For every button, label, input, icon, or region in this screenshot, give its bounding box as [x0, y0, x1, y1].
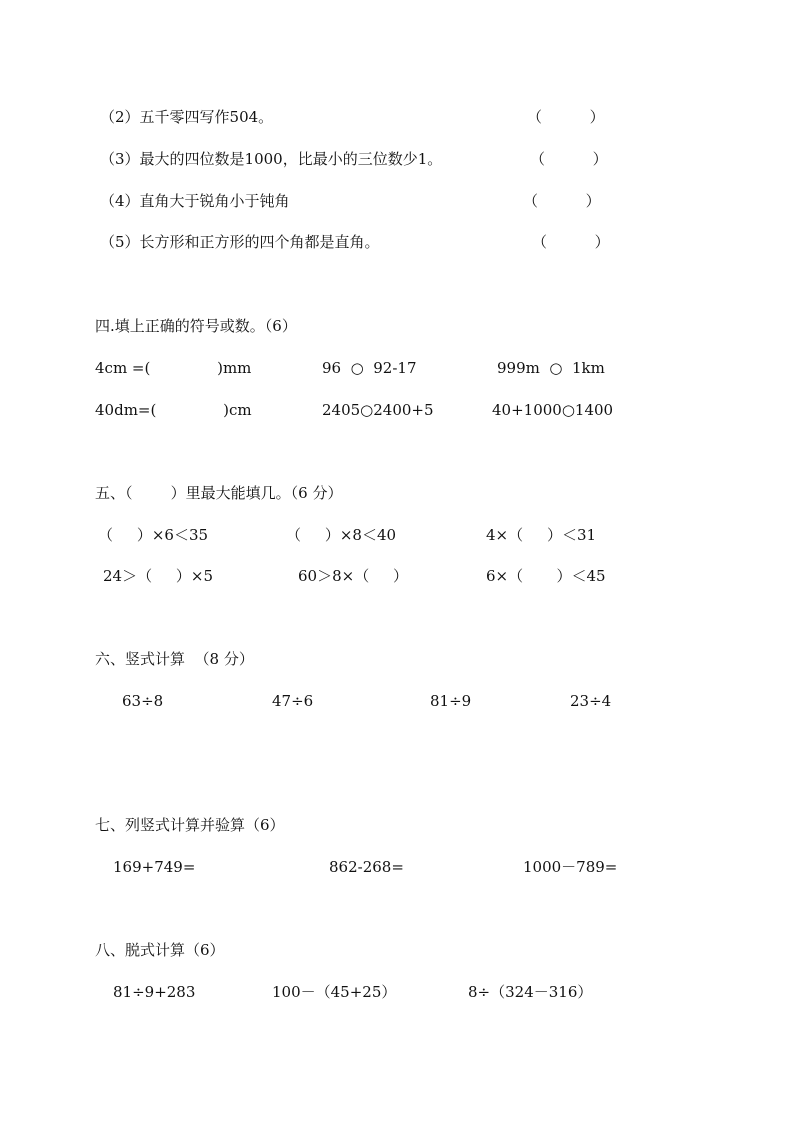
section-5-title: 五、（ ）里最大能填几。（6 分） — [95, 484, 343, 502]
s6-item-2: 47÷6 — [272, 692, 314, 710]
s5-r1-c3[interactable]: 4×（ ）＜31 — [486, 526, 597, 544]
s8-item-2: 100－（45+25） — [272, 983, 397, 1001]
section-7-title: 七、列竖式计算并验算（6） — [95, 816, 285, 834]
s5-r2-c2[interactable]: 60＞8×（ ） — [298, 567, 409, 585]
section-4-title: 四.填上正确的符号或数。（6） — [95, 317, 297, 335]
s6-item-3: 81÷9 — [430, 692, 472, 710]
judge-answer-3[interactable]: （ ） — [530, 150, 608, 168]
s5-r1-c1[interactable]: （ ）×6＜35 — [98, 526, 209, 544]
judge-item-4: （4）直角大于锐角小于钝角 — [100, 192, 290, 210]
s4-r2-c1[interactable]: 40dm=( )cm — [95, 401, 252, 419]
s5-r2-c1[interactable]: 24＞（ ）×5 — [103, 567, 214, 585]
s6-item-1: 63÷8 — [122, 692, 164, 710]
judge-item-2: （2）五千零四写作504。 — [100, 108, 274, 126]
s4-r2-c3[interactable]: 40+1000○1400 — [492, 401, 614, 419]
s8-item-3: 8÷（324－316） — [468, 983, 593, 1001]
judge-item-3: （3）最大的四位数是1000，比最小的三位数少1。 — [100, 150, 443, 168]
s4-r1-c3[interactable]: 999m ○ 1km — [497, 359, 605, 377]
s5-r2-c3[interactable]: 6×（ ）＜45 — [486, 567, 606, 585]
judge-answer-5[interactable]: （ ） — [532, 233, 610, 251]
s6-item-4: 23÷4 — [570, 692, 612, 710]
judge-answer-2[interactable]: （ ） — [527, 108, 605, 126]
section-6-title: 六、竖式计算 （8 分） — [95, 650, 254, 668]
s8-item-1: 81÷9+283 — [113, 983, 196, 1001]
s7-item-1: 169+749= — [113, 858, 196, 876]
judge-answer-4[interactable]: （ ） — [523, 192, 601, 210]
section-8-title: 八、脱式计算（6） — [95, 941, 225, 959]
s4-r1-c2[interactable]: 96 ○ 92-17 — [322, 359, 417, 377]
s4-r1-c1[interactable]: 4cm =( )mm — [95, 359, 252, 377]
judge-item-5: （5）长方形和正方形的四个角都是直角。 — [100, 233, 380, 251]
s7-item-2: 862-268= — [329, 858, 404, 876]
s4-r2-c2[interactable]: 2405○2400+5 — [322, 401, 434, 419]
s5-r1-c2[interactable]: （ ）×8＜40 — [286, 526, 397, 544]
s7-item-3: 1000－789= — [523, 858, 618, 876]
